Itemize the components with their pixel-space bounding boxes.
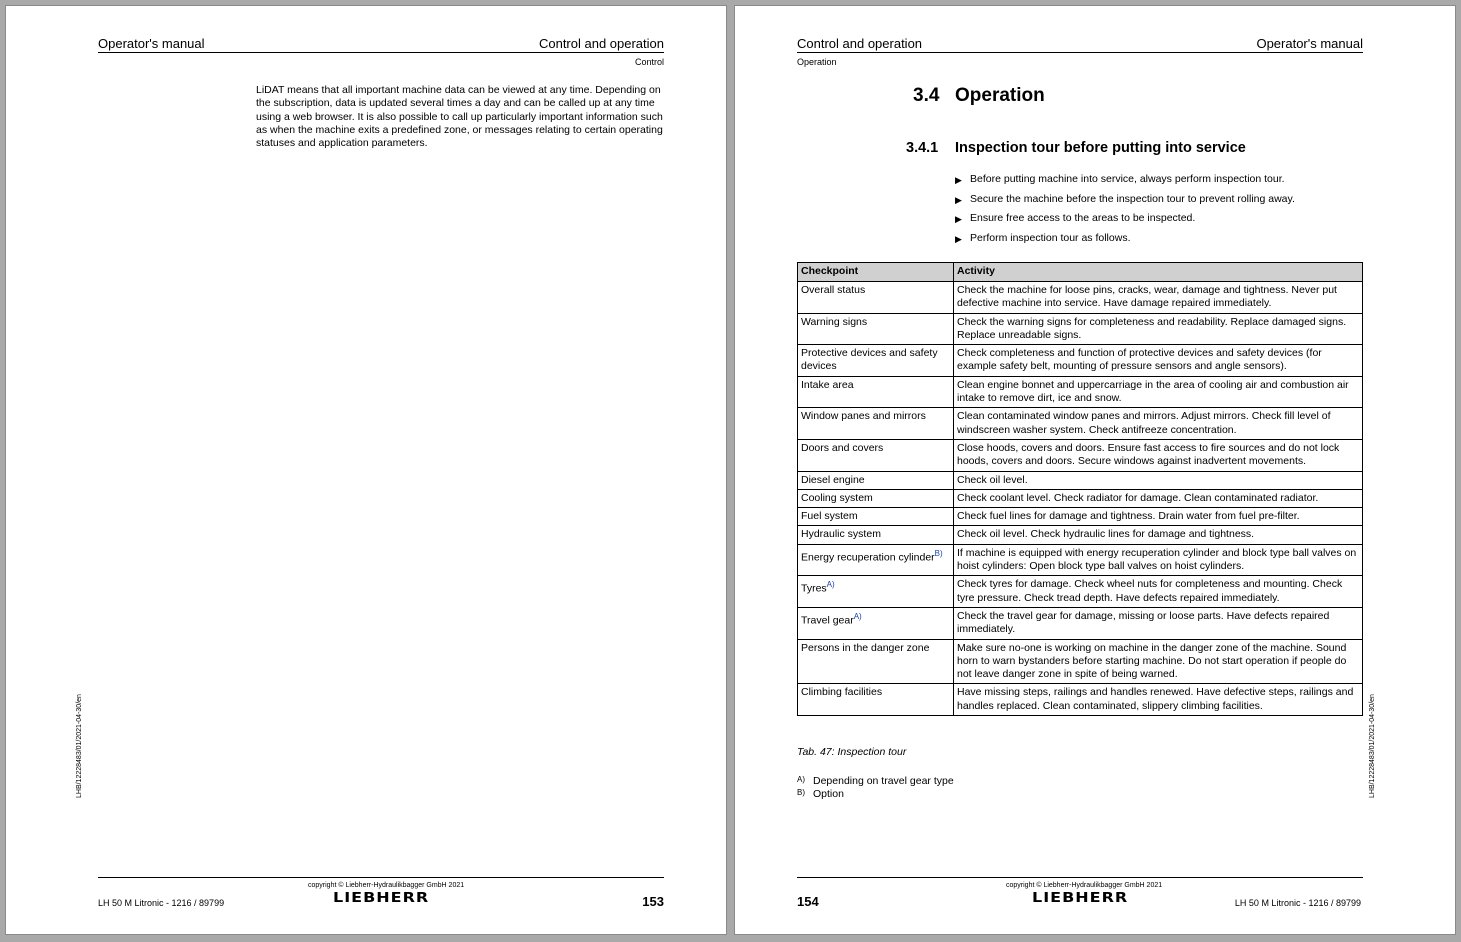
liebherr-logo: LIEBHERR	[1032, 889, 1129, 906]
triangle-bullet-icon: ▶	[955, 234, 962, 245]
table-caption: Tab. 47: Inspection tour	[797, 746, 907, 758]
checkpoint-cell: Climbing facilities	[798, 684, 954, 716]
copyright: copyright © Liebherr-Hydraulikbagger GmbH 2021	[308, 882, 465, 889]
footnote-ref[interactable]: A)	[853, 611, 862, 621]
model-info: LH 50 M Litronic - 1216 / 89799	[98, 898, 225, 908]
instruction-item: ▶ Secure the machine before the inspection tour to prevent rolling away.	[955, 193, 1295, 213]
table-row	[798, 544, 1363, 576]
checkpoint-cell: Protective devices and safety devices	[798, 345, 954, 377]
header-right: Control and operation	[538, 36, 664, 51]
sub-header: Control	[634, 57, 664, 67]
activity-cell: Check tyres for damage. Check wheel nuts for completeness and mounting. Check tyre pressure. Check tread depth. Have defects repaired immediately.	[954, 576, 1363, 608]
table-row	[798, 376, 1363, 408]
document-code: LHB/12228483/01/2021-04-30/en	[1369, 694, 1376, 798]
instruction-item: ▶ Ensure free access to the areas to be inspected.	[955, 212, 1295, 232]
table-body	[798, 282, 1363, 716]
checkpoint-cell: Doors and covers	[798, 439, 954, 471]
checkpoint-cell: Diesel engine	[798, 471, 954, 489]
activity-cell: Check coolant level. Check radiator for damage. Clean contaminated radiator.	[954, 489, 1363, 507]
activity-cell: Check oil level.	[954, 471, 1363, 489]
table-row	[798, 639, 1363, 684]
activity-cell: If machine is equipped with energy recuperation cylinder and block type ball valves on hoist cylinders: Open block type ball valves on hoist cylinders.	[954, 544, 1363, 576]
page-153	[6, 6, 726, 934]
checkpoint-cell: Hydraulic system	[798, 526, 954, 544]
checkpoint-cell: Tyres$^{A)}$	[798, 576, 954, 608]
section-title: Operation	[955, 85, 1045, 106]
model-info: LH 50 M Litronic - 1216 / 89799	[1234, 898, 1361, 908]
subsection-number: 3.4.1	[906, 140, 939, 156]
table-row	[798, 607, 1363, 639]
table-row	[798, 345, 1363, 377]
page-number: 154	[797, 894, 819, 909]
activity-cell: Clean engine bonnet and uppercarriage in the area of cooling air and combustion air intake to remove dirt, ice and snow.	[954, 376, 1363, 408]
activity-cell: Clean contaminated window panes and mirrors. Adjust mirrors. Check fill level of windscreen washer system. Check antifreeze concentration.	[954, 408, 1363, 440]
table-row	[798, 576, 1363, 608]
header-right: Operator's manual	[1256, 36, 1363, 51]
activity-cell: Check the travel gear for damage, missing or loose parts. Have defects repaired immediately.	[954, 607, 1363, 639]
footnote-ref[interactable]: B)	[934, 548, 943, 558]
footnote-b: B) Option	[797, 788, 844, 800]
checkpoint-cell: Overall status	[798, 282, 954, 314]
checkpoint-cell: Cooling system	[798, 489, 954, 507]
table-header-row	[798, 263, 1363, 282]
activity-cell: Check the machine for loose pins, cracks, wear, damage and tightness. Never put defective machine into service. Have damage repaired immediately.	[954, 282, 1363, 314]
table-row	[798, 439, 1363, 471]
checkpoint-header: Checkpoint	[798, 263, 954, 282]
checkpoint-cell: Travel gear$^{A)}$	[798, 607, 954, 639]
table-row	[798, 471, 1363, 489]
page-number: 153	[642, 894, 664, 909]
activity-cell: Check fuel lines for damage and tightness. Drain water from fuel pre-filter.	[954, 508, 1363, 526]
footnote-a: A) Depending on travel gear type	[797, 775, 954, 787]
copyright: copyright © Liebherr-Hydraulikbagger GmbH 2021	[1006, 882, 1163, 889]
subsection-title: Inspection tour before putting into service	[955, 140, 1246, 156]
instruction-item: ▶ Perform inspection tour as follows.	[955, 232, 1295, 252]
table-row	[798, 489, 1363, 507]
checkpoint-cell: Warning signs	[798, 313, 954, 345]
document-code: LHB/12228483/01/2021-04-30/en	[76, 694, 83, 798]
table-row	[798, 408, 1363, 440]
table-row	[798, 282, 1363, 314]
checkpoint-cell: Fuel system	[798, 508, 954, 526]
inspection-table	[797, 262, 1363, 716]
table-row	[798, 313, 1363, 345]
instruction-item: ▶ Before putting machine into service, always perform inspection tour.	[955, 173, 1295, 193]
activity-cell: Close hoods, covers and doors. Ensure fast access to fire sources and do not lock hoods, covers and doors. Secure windows against inadvertent movements.	[954, 439, 1363, 471]
activity-cell: Make sure no-one is working on machine in the danger zone of the machine. Sound horn to warn bystanders before starting machine. Do not start operation if people do not leave danger zone in spite of being warned.	[954, 639, 1363, 684]
activity-cell: Check the warning signs for completeness and readability. Replace damaged signs. Replace unreadable signs.	[954, 313, 1363, 345]
page-154	[735, 6, 1455, 934]
checkpoint-cell: Persons in the danger zone	[798, 639, 954, 684]
activity-cell: Check oil level. Check hydraulic lines for damage and tightness.	[954, 526, 1363, 544]
section-number: 3.4	[913, 85, 940, 106]
checkpoint-cell: Window panes and mirrors	[798, 408, 954, 440]
footer-rule	[98, 877, 664, 878]
table-row	[798, 508, 1363, 526]
instruction-list	[955, 173, 1295, 252]
footer-rule	[797, 877, 1363, 878]
header-rule	[98, 52, 664, 53]
triangle-bullet-icon: ▶	[955, 175, 962, 185]
footnote-ref[interactable]: A)	[826, 580, 835, 590]
activity-header: Activity	[954, 263, 1363, 282]
triangle-bullet-icon: ▶	[955, 214, 962, 225]
table-row	[798, 684, 1363, 716]
header-left: Operator's manual	[98, 36, 205, 51]
liebherr-logo: LIEBHERR	[333, 889, 430, 906]
header-rule	[797, 52, 1363, 53]
activity-cell: Have missing steps, railings and handles renewed. Have defective steps, railings and handles replaced. Clean contaminated, slippery climbing facilities.	[954, 684, 1363, 716]
activity-cell: Check completeness and function of protective devices and safety devices (for example safety belt, mounting of pressure sensors and angle sensors).	[954, 345, 1363, 377]
lidat-paragraph: LiDAT means that all important machine data can be viewed at any time. Depending on the subscription, data is updated several times a day and can be called up at any time using a web browser. It is also possible to call up particularly important information such as when the machine exits a predefined zone, or messages relating to certain operating statuses and application parameters.	[256, 84, 663, 150]
checkpoint-cell: Energy recuperation cylinder$^{B)}$	[798, 544, 954, 576]
header-left: Control and operation	[797, 36, 923, 51]
table-row	[798, 526, 1363, 544]
checkpoint-cell: Intake area	[798, 376, 954, 408]
triangle-bullet-icon: ▶	[955, 194, 962, 205]
sub-header: Operation	[797, 57, 837, 67]
